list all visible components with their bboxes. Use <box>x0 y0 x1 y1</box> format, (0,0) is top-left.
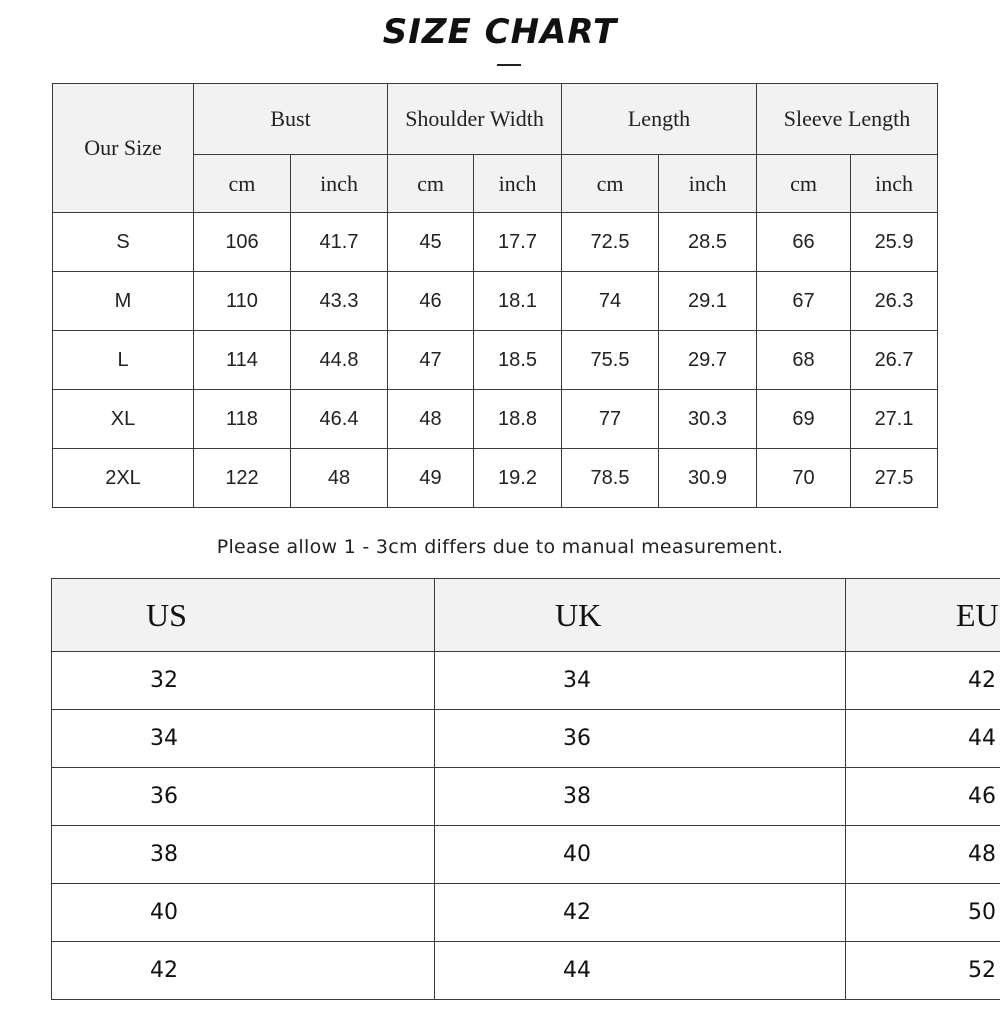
table-row <box>52 768 1000 826</box>
table-cell: 26.7 <box>851 331 938 390</box>
unit-inch-header: inch <box>659 155 757 213</box>
uk-size-cell: 38 <box>435 768 846 826</box>
unit-inch-header: inch <box>474 155 562 213</box>
table-cell: 30.9 <box>659 449 757 508</box>
table-cell: 25.9 <box>851 213 938 272</box>
table-cell: 69 <box>757 390 851 449</box>
table-row <box>53 272 938 331</box>
unit-inch-header: inch <box>851 155 938 213</box>
table-cell: 118 <box>194 390 291 449</box>
table-cell: 68 <box>757 331 851 390</box>
uk-size-cell: 44 <box>435 942 846 1000</box>
table-row <box>52 884 1000 942</box>
us-size-cell: 40 <box>52 884 435 942</box>
size-cell: S <box>53 213 194 272</box>
table-cell: 122 <box>194 449 291 508</box>
unit-inch-header: inch <box>291 155 388 213</box>
table-row <box>53 390 938 449</box>
uk-size-cell: 34 <box>435 652 846 710</box>
eu-header: EU <box>846 579 1000 652</box>
table-cell: 18.5 <box>474 331 562 390</box>
uk-header: UK <box>435 579 846 652</box>
sleeve-length-header: Sleeve Length <box>757 84 938 155</box>
table-cell: 26.3 <box>851 272 938 331</box>
table-cell: 110 <box>194 272 291 331</box>
us-size-cell: 38 <box>52 826 435 884</box>
unit-cm-header: cm <box>194 155 291 213</box>
bust-header: Bust <box>194 84 388 155</box>
uk-size-cell: 36 <box>435 710 846 768</box>
uk-size-cell: 40 <box>435 826 846 884</box>
table-cell: 18.8 <box>474 390 562 449</box>
length-header: Length <box>562 84 757 155</box>
table-cell: 17.7 <box>474 213 562 272</box>
table-cell: 74 <box>562 272 659 331</box>
table-cell: 18.1 <box>474 272 562 331</box>
table-cell: 19.2 <box>474 449 562 508</box>
table-cell: 44.8 <box>291 331 388 390</box>
table-cell: 77 <box>562 390 659 449</box>
size-conversion-table <box>51 578 1000 1000</box>
table-cell: 27.1 <box>851 390 938 449</box>
page-title: SIZE CHART <box>382 12 618 52</box>
table-cell: 46 <box>388 272 474 331</box>
table-cell: 30.3 <box>659 390 757 449</box>
table-header-row <box>52 579 1000 652</box>
table-cell: 72.5 <box>562 213 659 272</box>
eu-size-cell: 52 <box>846 942 1000 1000</box>
table-cell: 46.4 <box>291 390 388 449</box>
eu-size-cell: 48 <box>846 826 1000 884</box>
us-size-cell: 36 <box>52 768 435 826</box>
unit-cm-header: cm <box>757 155 851 213</box>
table-cell: 27.5 <box>851 449 938 508</box>
table-row <box>52 826 1000 884</box>
table-cell: 45 <box>388 213 474 272</box>
table-cell: 70 <box>757 449 851 508</box>
us-size-cell: 42 <box>52 942 435 1000</box>
us-size-cell: 32 <box>52 652 435 710</box>
us-header: US <box>52 579 435 652</box>
size-cell: M <box>53 272 194 331</box>
measurement-note: Please allow 1 - 3cm differs due to manual measurement. <box>216 536 784 558</box>
table-cell: 75.5 <box>562 331 659 390</box>
table-cell: 29.7 <box>659 331 757 390</box>
table-row <box>52 942 1000 1000</box>
eu-size-cell: 46 <box>846 768 1000 826</box>
table-row <box>52 652 1000 710</box>
table-row <box>53 449 938 508</box>
uk-size-cell: 42 <box>435 884 846 942</box>
table-row <box>53 213 938 272</box>
table-cell: 106 <box>194 213 291 272</box>
size-cell: 2XL <box>53 449 194 508</box>
table-cell: 66 <box>757 213 851 272</box>
eu-size-cell: 50 <box>846 884 1000 942</box>
size-cell: L <box>53 331 194 390</box>
eu-size-cell: 42 <box>846 652 1000 710</box>
table-cell: 48 <box>388 390 474 449</box>
table-cell: 43.3 <box>291 272 388 331</box>
table-cell: 78.5 <box>562 449 659 508</box>
table-cell: 67 <box>757 272 851 331</box>
eu-size-cell: 44 <box>846 710 1000 768</box>
table-cell: 28.5 <box>659 213 757 272</box>
table-cell: 114 <box>194 331 291 390</box>
title-divider <box>497 64 521 66</box>
unit-cm-header: cm <box>388 155 474 213</box>
unit-cm-header: cm <box>562 155 659 213</box>
size-chart-table <box>52 83 938 508</box>
table-cell: 49 <box>388 449 474 508</box>
us-size-cell: 34 <box>52 710 435 768</box>
shoulder-width-header: Shoulder Width <box>388 84 562 155</box>
table-cell: 41.7 <box>291 213 388 272</box>
our-size-header: Our Size <box>53 84 194 213</box>
size-cell: XL <box>53 390 194 449</box>
table-cell: 48 <box>291 449 388 508</box>
table-row <box>53 331 938 390</box>
table-cell: 29.1 <box>659 272 757 331</box>
table-row <box>52 710 1000 768</box>
table-cell: 47 <box>388 331 474 390</box>
